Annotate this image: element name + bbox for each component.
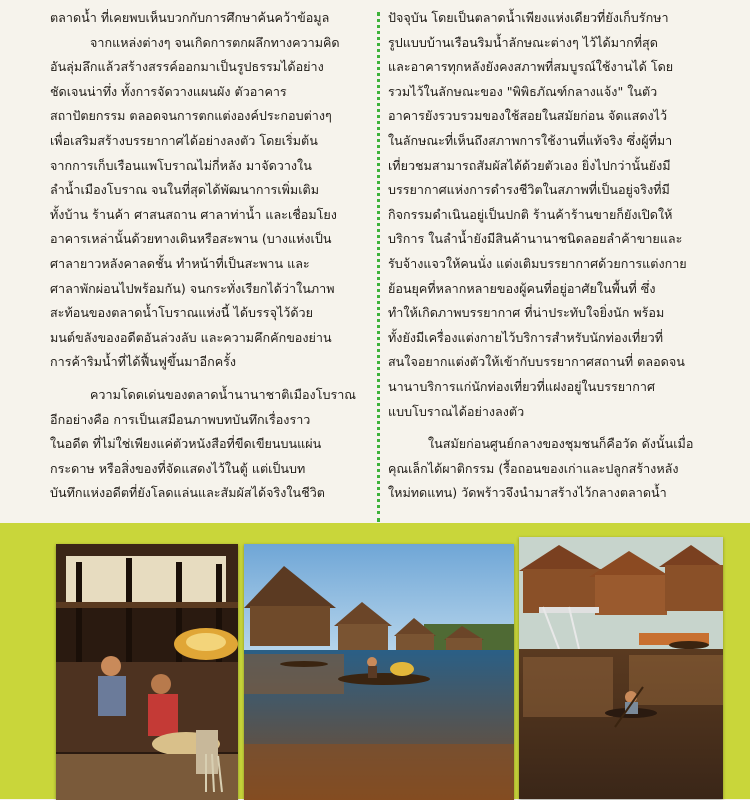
- text-line: จากแหล่งต่างๆ จนเกิดการตกผลึกทางความคิด: [90, 34, 340, 50]
- right-paragraph-2: [388, 432, 708, 506]
- text-line: ในอดีต ที่ไม่ใช่เพียงแค่ตัวหนังสือที่ขีดเขียนบนแผ่น: [50, 436, 322, 452]
- text-line: นานาบริการแก่นักท่องเที่ยวที่แฝงอยู่ในบรรยากาศ: [388, 378, 655, 394]
- text-line: รับจ้างแจวให้คนนั่ง แต่งเติมบรรยากาศด้วยการแต่งกาย: [388, 255, 687, 271]
- text-line: รวมไว้ในลักษณะของ "พิพิธภัณฑ์กลางแจ้ง" ในตัว: [388, 83, 658, 99]
- right-paragraph-1: [388, 6, 708, 424]
- floating-market-illustration: [244, 544, 514, 800]
- canal-houses-photo: [519, 537, 723, 799]
- text-line: รูปแบบบ้านเรือนริมน้ำลักษณะต่างๆ ไว้ได้มากที่สุด: [388, 34, 658, 50]
- text-line: เที่ยวชมสามารถสัมผัสได้ด้วยตัวเอง ยิ่งไปกว่านั้นยังมี: [388, 157, 671, 173]
- text-line: จากการเก็บเรือนแพโบราณไม่กี่หลัง มาจัดวางใน: [50, 157, 312, 173]
- canal-houses-illustration: [519, 537, 723, 799]
- dotted-column-divider: [377, 12, 380, 522]
- text-line: ย้อนยุคที่หลากหลายของผู้คนที่อยู่อาศัยในพื้นที่ ซึ่ง: [388, 280, 656, 296]
- vendors-stall-illustration: [56, 544, 238, 800]
- right-text-column: [388, 6, 708, 506]
- text-line: สถาปัตยกรรม ตลอดจนการตกแต่งองค์ประกอบต่างๆ: [50, 108, 332, 124]
- text-line: บริการ ในลำน้ำยังมีสินค้านานาชนิดลอยลำค้าขายและ: [388, 231, 683, 247]
- text-line: กระดาษ หรือสิ่งของที่จัดแสดงไว้ในตู้ แต่เป็นบท: [50, 460, 306, 476]
- text-line: ในสมัยก่อนศูนย์กลางของชุมชนก็คือวัด ดังนั้นเมื่อ: [428, 436, 694, 452]
- text-line: ทั้งบ้าน ร้านค้า ศาสนสถาน ศาลาท่าน้ำ และเชื่อมโยง: [50, 206, 337, 222]
- text-line: บันทึกแห่งอดีตที่ยังโลดแล่นและสัมผัสได้จริงในชีวิต: [50, 485, 325, 501]
- text-line: ชัดเจนน่าทึ่ง ทั้งการจัดวางแผนผัง ตัวอาคาร: [50, 83, 287, 99]
- left-paragraph-1: [50, 6, 370, 375]
- text-line: และอาคารทุกหลังยังคงสภาพที่สมบูรณ์ใช้งานได้ โดย: [388, 59, 674, 75]
- text-line: ความโดดเด่นของตลาดน้ำนานาชาติเมืองโบราณ: [90, 386, 356, 402]
- text-line: คุณเล็กได้ผาติกรรม (รื้อถอนของเก่าและปลูกสร้างหลัง: [388, 460, 679, 476]
- text-line: ตลาดน้ำ ที่เคยพบเห็นบวกกับการศึกษาค้นคว้าข้อมูล: [50, 10, 330, 25]
- text-line: อีกอย่างคือ การเป็นเสมือนภาพบทบันทึกเรื่องราว: [50, 411, 311, 427]
- text-line: ปัจจุบัน โดยเป็นตลาดน้ำเพียงแห่งเดียวที่ยังเก็บรักษา: [388, 10, 669, 25]
- text-line: มนต์ขลังของอดีตอันล่วงลับ และความคึกคักของย่าน: [50, 329, 332, 345]
- text-line: ศาลายาวหลังคาลดชั้น ทำหน้าที่เป็นสะพาน และ: [50, 255, 310, 271]
- left-text-column: [50, 6, 370, 506]
- text-line: สะท้อนของตลาดน้ำโบราณแห่งนี้ ได้บรรจุไว้ด้วย: [50, 305, 313, 321]
- text-line: ใหม่ทดแทน) วัดพร้าวจึงนำมาสร้างไว้กลางตลาดน้ำ: [388, 485, 667, 501]
- text-line: การค้าริมน้ำที่ได้ฟื้นฟูขึ้นมาอีกครั้ง: [50, 354, 237, 370]
- text-line: บรรยากาศแห่งการดำรงชีวิตในสภาพที่เป็นอยู่จริงที่มี: [388, 182, 670, 198]
- text-line: ลำน้ำเมืองโบราณ จนในที่สุดได้พัฒนาการเพิ่มเติม: [50, 182, 320, 198]
- text-line: กิจกรรมดำเนินอยู่เป็นปกติ ร้านค้าร้านขายก็ยังเปิดให้: [388, 206, 673, 222]
- text-line: ศาลาพักผ่อนไปพร้อมกัน) จนกระทั่งเรียกได้ว่าในภาพ: [50, 280, 335, 296]
- text-line: อาคารยังรวบรวมของใช้สอยในสมัยก่อน จัดแสดงไว้: [388, 108, 668, 124]
- text-line: สนใจอยากแต่งตัวให้เข้ากับบรรยากาศสถานที่ ตลอดจน: [388, 354, 685, 370]
- text-line: ในลักษณะที่เห็นถึงสภาพการใช้งานที่แท้จริง ซึ่งผู้ที่มา: [388, 132, 673, 148]
- text-line: ทั้งยังมีเครื่องแต่งกายไว้บริการสำหรับนักท่องเที่ยวที่: [388, 329, 664, 345]
- text-line: อันลุ่มลึกแล้วสร้างสรรค์ออกมาเป็นรูปธรรมได้อย่าง: [50, 59, 324, 75]
- text-line: เพื่อเสริมสร้างบรรยากาศได้อย่างลงตัว โดยเริ่มต้น: [50, 132, 318, 148]
- left-paragraph-2: [50, 383, 370, 506]
- text-line: ทำให้เกิดภาพบรรยากาศ ที่น่าประทับใจยิ่งนัก พร้อม: [388, 305, 665, 321]
- text-line: แบบโบราณได้อย่างลงตัว: [388, 403, 525, 419]
- vendors-stall-photo: [56, 544, 238, 800]
- text-line: อาคารเหล่านั้นด้วยทางเดินหรือสะพาน (บางแห่งเป็น: [50, 231, 332, 247]
- floating-market-photo: [244, 544, 514, 800]
